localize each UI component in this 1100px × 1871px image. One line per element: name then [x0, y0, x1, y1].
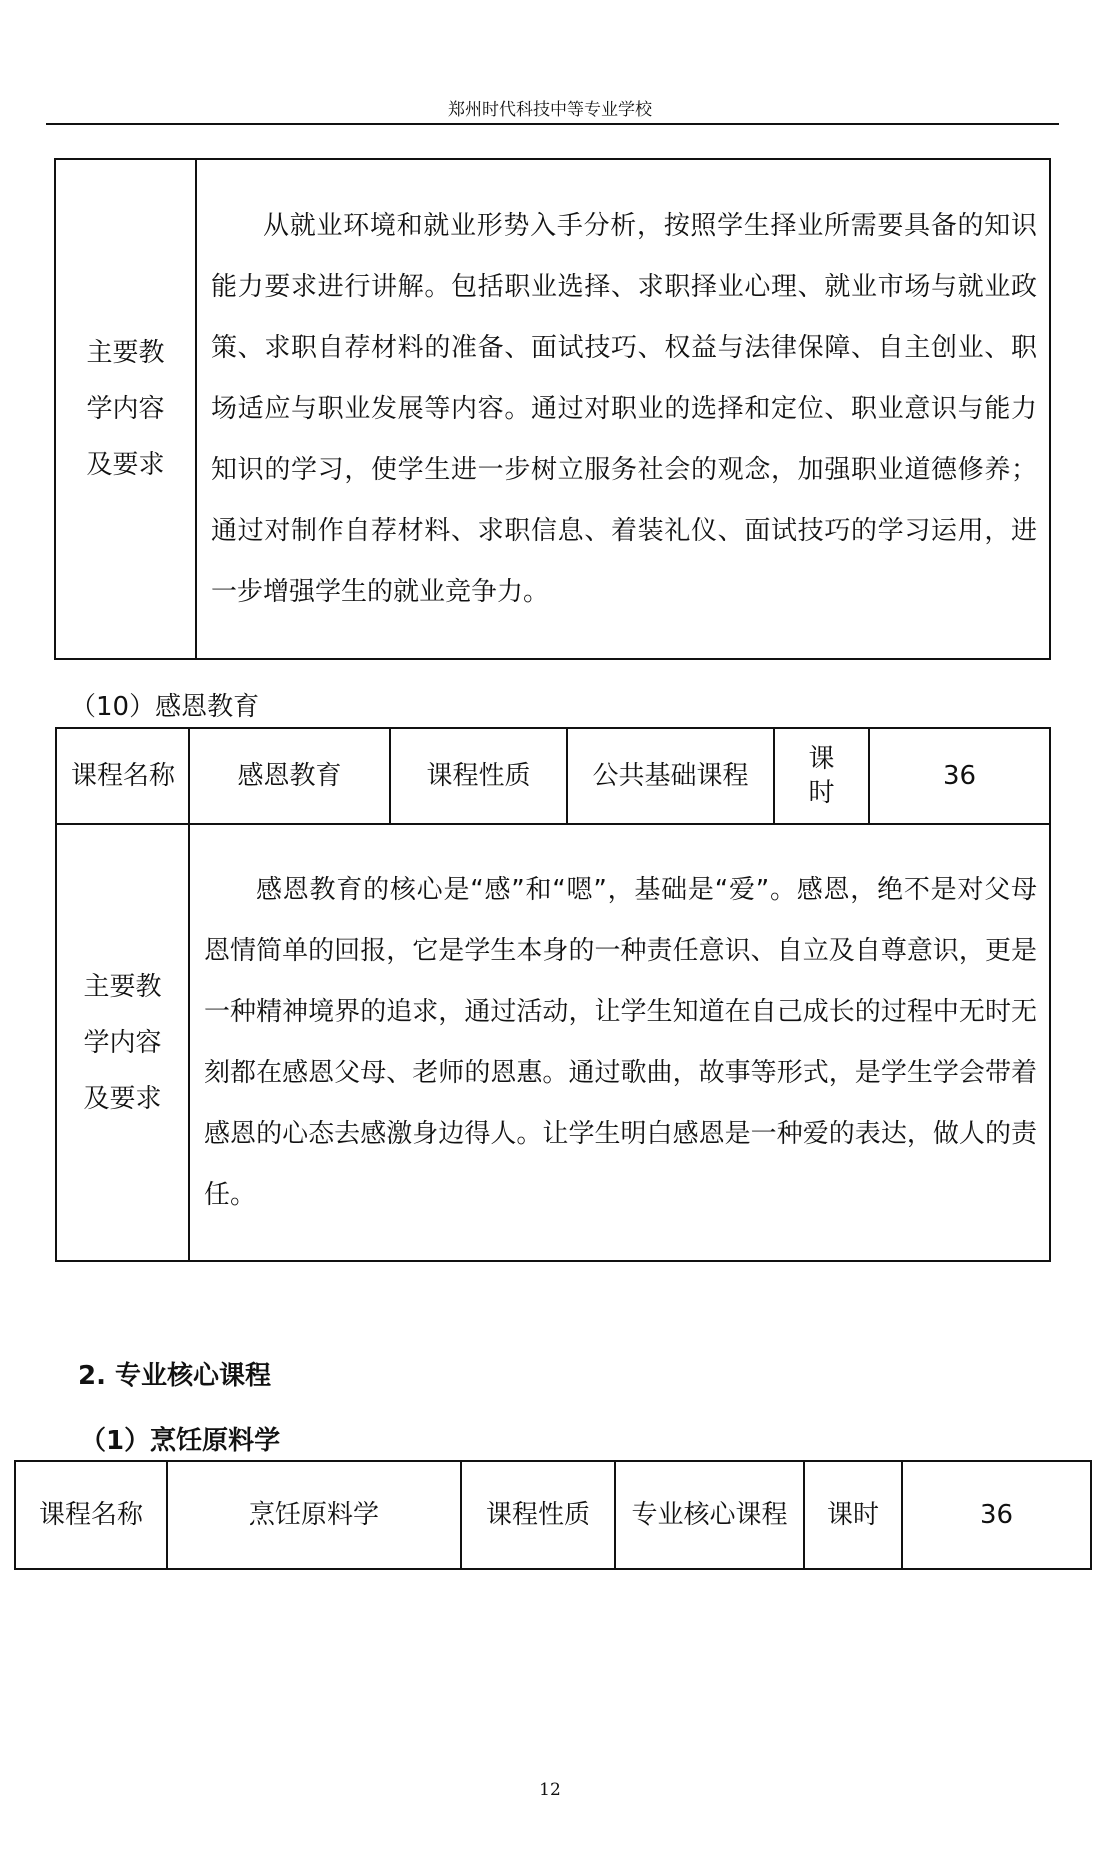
hours-value: 36 [869, 728, 1050, 824]
hours-value: 36 [902, 1461, 1091, 1569]
course-nature-value: 专业核心课程 [615, 1461, 804, 1569]
course-table-culinary-materials [14, 1460, 1092, 1570]
course-nature-label: 课程性质 [461, 1461, 615, 1569]
section-title-core-courses: 2. 专业核心课程 [78, 1361, 272, 1391]
content-text-cell [196, 159, 1050, 659]
course-name-value: 烹饪原料学 [167, 1461, 461, 1569]
course-content-table-1 [54, 158, 1051, 660]
content-paragraph: 从就业环境和就业形势入手分析，按照学生择业所需要具备的知识能力要求进行讲解。包括职业选择、求职择业心理、就业市场与就业政策、求职自荐材料的准备、面试技巧、权益与法律保障、自主创业、职场适应与职业发展等内容。通过对职业的选择和定位、职业意识与能力知识的学习，使学生进一步树立服务社会的观念，加强职业道德修养；通过对制作自荐材料、求职信息、着装礼仪、面试技巧的学习运用，进一步增强学生的就业竞争力。 [211, 210, 1037, 607]
course-table-gratitude [55, 727, 1051, 1262]
section-title-10: （10）感恩教育 [70, 692, 260, 722]
header-school-name: 郑州时代科技中等专业学校 [448, 100, 652, 120]
page-number: 12 [539, 1780, 561, 1800]
content-text-cell [189, 824, 1050, 1261]
course-name-label: 课程名称 [15, 1461, 167, 1569]
content-label-line: 学内容 [83, 1027, 162, 1058]
course-nature-label: 课程性质 [390, 728, 567, 824]
course-name-label: 课程名称 [56, 728, 189, 824]
content-label-line: 主要教 [86, 338, 165, 368]
content-label-cell [56, 824, 189, 1261]
content-label-cell [55, 159, 196, 659]
course-nature-value: 公共基础课程 [567, 728, 774, 824]
hours-label: 课时 [774, 728, 869, 824]
content-paragraph: 感恩教育的核心是“感”和“嗯”，基础是“爱”。感恩，绝不是对父母恩情简单的回报，它是学生本身的一种责任意识、自立及自尊意识，更是一种精神境界的追求，通过活动，让学生知道在自己成长的过程中无时无刻都在感恩父母、老师的恩惠。通过歌曲，故事等形式，是学生学会带着感恩的心态去感激身边得人。让学生明白感恩是一种爱的表达，做人的责任。 [204, 874, 1037, 1210]
content-label-line: 及要求 [83, 1083, 162, 1114]
header-rule [46, 123, 1059, 125]
section-title-culinary-materials: （1）烹饪原料学 [80, 1426, 281, 1456]
course-name-value: 感恩教育 [189, 728, 390, 824]
content-label-line: 及要求 [86, 450, 165, 480]
content-label-line: 学内容 [86, 394, 165, 424]
content-label-line: 主要教 [83, 971, 162, 1002]
hours-label: 课时 [804, 1461, 902, 1569]
